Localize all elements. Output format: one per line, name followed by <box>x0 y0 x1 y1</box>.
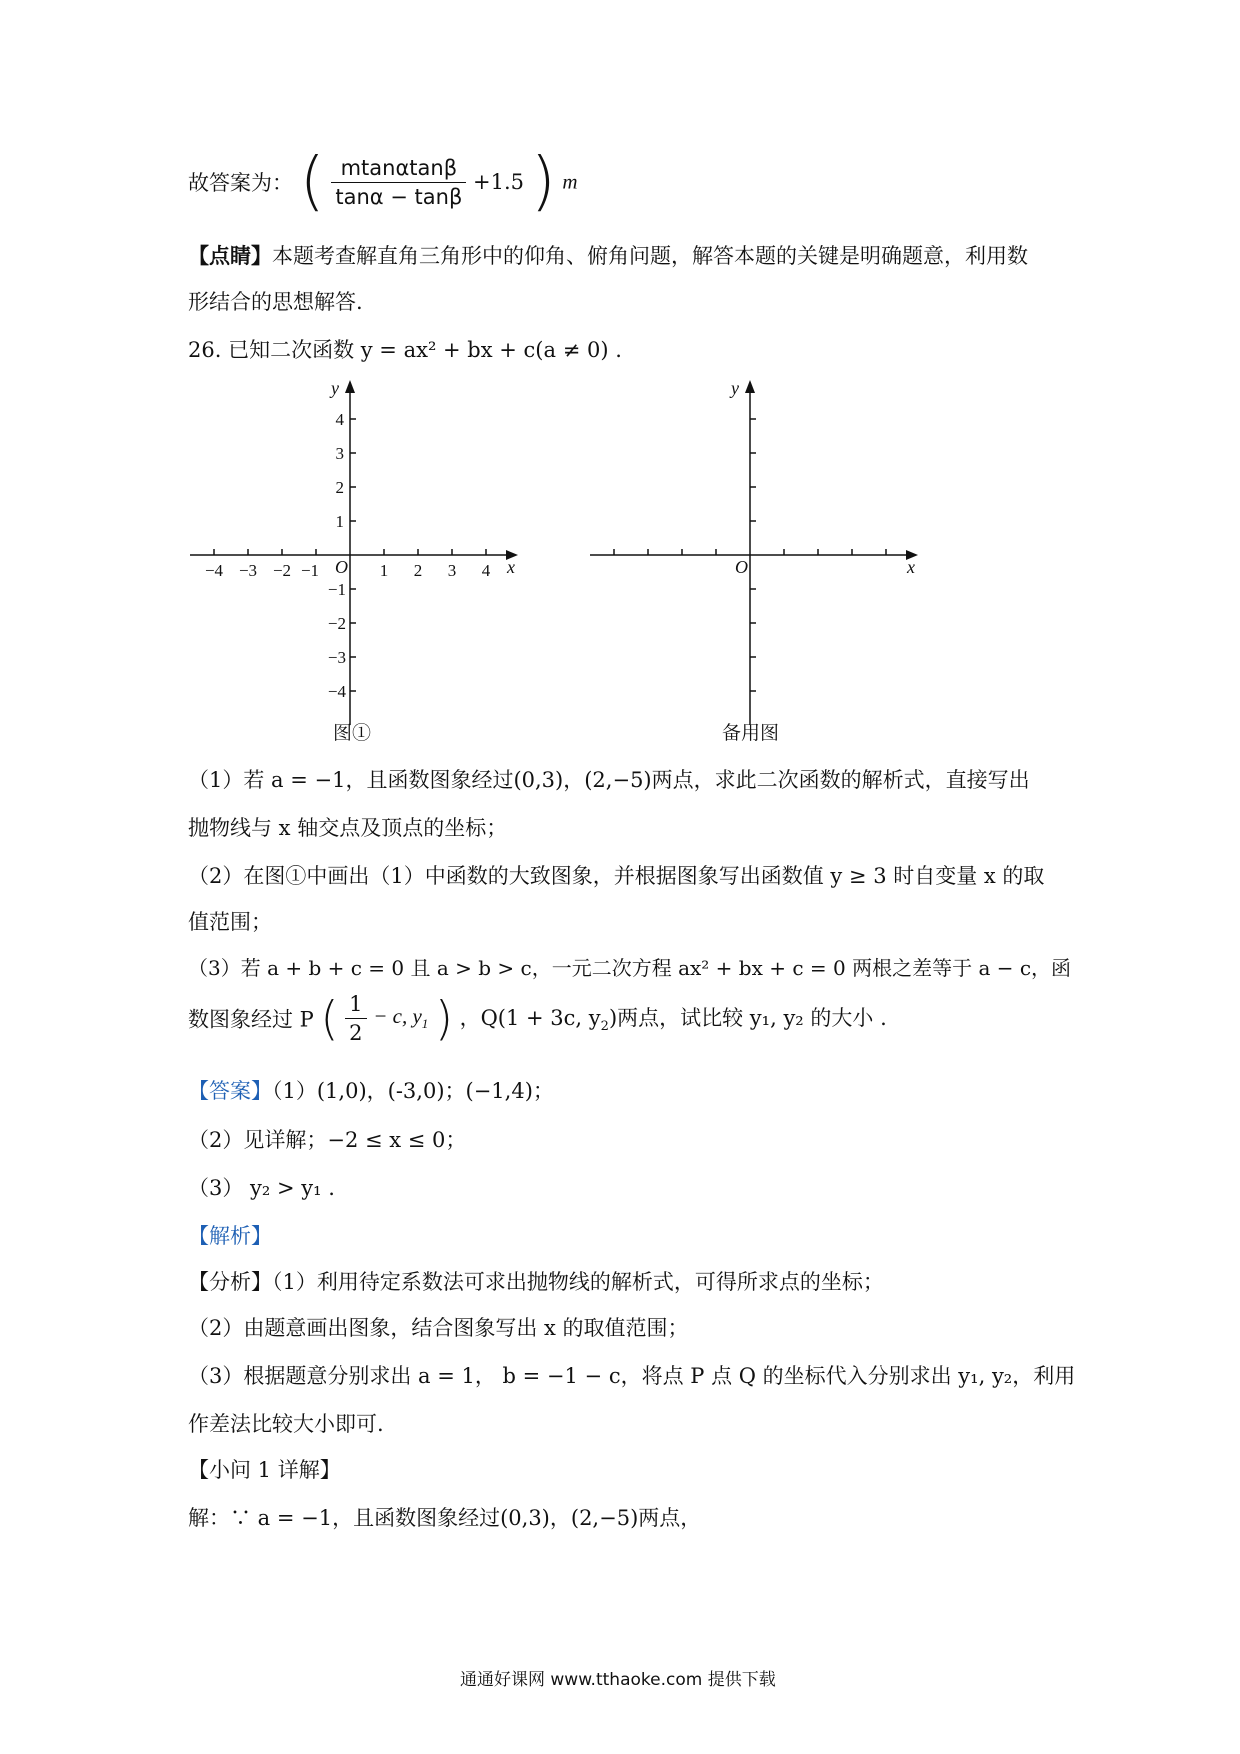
figure-1 <box>185 375 525 740</box>
figure-1-caption: 图① <box>333 722 372 744</box>
part-3-after-frac: − c, y <box>373 1004 422 1029</box>
fig1-y-axis-label: y <box>331 378 339 398</box>
previous-answer-line <box>188 145 578 219</box>
x-tick-label--2: −2 <box>272 561 292 580</box>
figure-2 <box>585 375 925 740</box>
x-tick-label--1: −1 <box>300 561 320 580</box>
x-tick-label--3: −3 <box>238 561 258 580</box>
part-3-sub-2: 2 <box>600 1019 609 1035</box>
part-3-frac-num: 1 <box>345 992 366 1019</box>
part-1-line-2: 抛物线与 x 轴交点及顶点的坐标； <box>188 816 508 840</box>
fig2-y-arrow <box>745 380 755 393</box>
answer-line-3: （3） y₂ > y₁ . <box>188 1176 335 1200</box>
part-1-line-1: （1）若 a = −1，且函数图象经过(0,3)，(2,−5)两点，求此二次函数的解析式，直接写出 <box>188 768 1030 792</box>
answer-variable: m <box>562 169 578 194</box>
page-footer: 通通好课网 www.tthaoke.com 提供下载 <box>460 1670 776 1690</box>
answer-line-2: （2）见详解；−2 ≤ x ≤ 0； <box>188 1128 467 1152</box>
part-2-line-2: 值范围； <box>188 910 272 934</box>
answer-1: （1）(1,0)，(‑3,0)；(−1,4)； <box>272 1079 554 1103</box>
solution-line: 解：∵ a = −1，且函数图象经过(0,3)，(2,−5)两点， <box>188 1506 702 1530</box>
dianjing-tag: 【点睛】 <box>188 243 272 268</box>
part-3-prefix: 数图象经过 P <box>188 1007 314 1032</box>
y-tick-label-4: 4 <box>335 410 344 429</box>
y-tick-label-2: 2 <box>335 478 344 497</box>
x-tick-label-1: 1 <box>379 561 389 580</box>
fig2-origin-label: O <box>735 557 748 577</box>
part-3-q: ，Q(1 + 3c, y <box>459 1006 601 1031</box>
part-3-fraction <box>345 992 366 1045</box>
x-tick-label-2: 2 <box>413 561 423 580</box>
x-tick-label--4: −4 <box>204 561 224 580</box>
y-tick-label--2: −2 <box>327 614 346 633</box>
part-3-sub-1: 1 <box>421 1016 429 1032</box>
x-tick-label-4: 4 <box>481 561 491 580</box>
part-3-line-1: （3）若 a + b + c = 0 且 a > b > c，一元二次方程 ax² + bx + c = 0 两根之差等于 a − c，函 <box>188 956 1072 980</box>
fenxi-line-4: 作差法比较大小即可. <box>188 1412 384 1436</box>
fraction-numerator: mtanαtanβ <box>331 156 466 183</box>
figure-2-caption: 备用图 <box>722 722 780 744</box>
part-3-frac-den: 2 <box>349 1021 363 1045</box>
question-stem <box>188 334 622 364</box>
part-2-line-1: （2）在图①中画出（1）中函数的大致图象，并根据图象写出函数值 y ≥ 3 时自变量 x 的取 <box>188 864 1045 888</box>
dianjing-line-2: 形结合的思想解答. <box>188 290 363 314</box>
analysis-tag: 【解析】 <box>188 1224 272 1248</box>
y-tick-label-3: 3 <box>335 444 344 463</box>
fenxi-line-2: （2）由题意画出图象，结合图象写出 x 的取值范围； <box>188 1316 689 1340</box>
fig1-origin-label: O <box>335 557 348 577</box>
answer-line-1 <box>188 1075 554 1105</box>
y-tick-label-1: 1 <box>335 512 344 531</box>
left-paren: ( <box>299 145 325 219</box>
fig2-y-axis-label: y <box>731 378 739 398</box>
fenxi-line-1 <box>188 1266 884 1296</box>
question-stem-text: 已知二次函数 y = ax² + bx + c(a ≠ 0) . <box>228 338 622 362</box>
fig1-x-axis-label: x <box>507 557 515 577</box>
fig1-y-arrow <box>345 380 355 393</box>
answer-fraction <box>331 156 466 209</box>
x-tick-label-3: 3 <box>447 561 457 580</box>
fraction-denominator: tanα − tanβ <box>335 184 463 209</box>
part-3-line-2 <box>188 992 887 1045</box>
fenxi-tag: 【分析】 <box>188 1270 272 1294</box>
previous-answer-prefix: 故答案为： <box>188 171 293 195</box>
right-paren-p: ) <box>434 991 453 1046</box>
fig2-x-axis-label: x <box>907 557 915 577</box>
part-3-tail: )两点，试比较 y₁, y₂ 的大小 . <box>608 1006 887 1031</box>
left-paren-p: ( <box>320 991 339 1046</box>
question-number: 26. <box>188 338 222 362</box>
answer-tag: 【答案】 <box>188 1079 272 1103</box>
fenxi-line-3: （3）根据题意分别求出 a = 1， b = −1 − c，将点 P 点 Q 的坐标代入分别求出 y₁, y₂，利用 <box>188 1364 1076 1388</box>
dianjing-text-1: 本题考查解直角三角形中的仰角、俯角问题，解答本题的关键是明确题意，利用数 <box>272 244 1028 268</box>
dianjing-line-1 <box>188 240 1028 270</box>
y-tick-label--1: −1 <box>327 580 346 599</box>
right-paren: ) <box>530 145 556 219</box>
y-tick-label--4: −4 <box>327 682 346 701</box>
fenxi-text-1: （1）利用待定系数法可求出抛物线的解析式，可得所求点的坐标； <box>272 1270 884 1294</box>
answer-tail: +1.5 <box>473 170 525 194</box>
sub-question-tag: 【小问 1 详解】 <box>188 1458 341 1482</box>
y-tick-label--3: −3 <box>327 648 346 667</box>
